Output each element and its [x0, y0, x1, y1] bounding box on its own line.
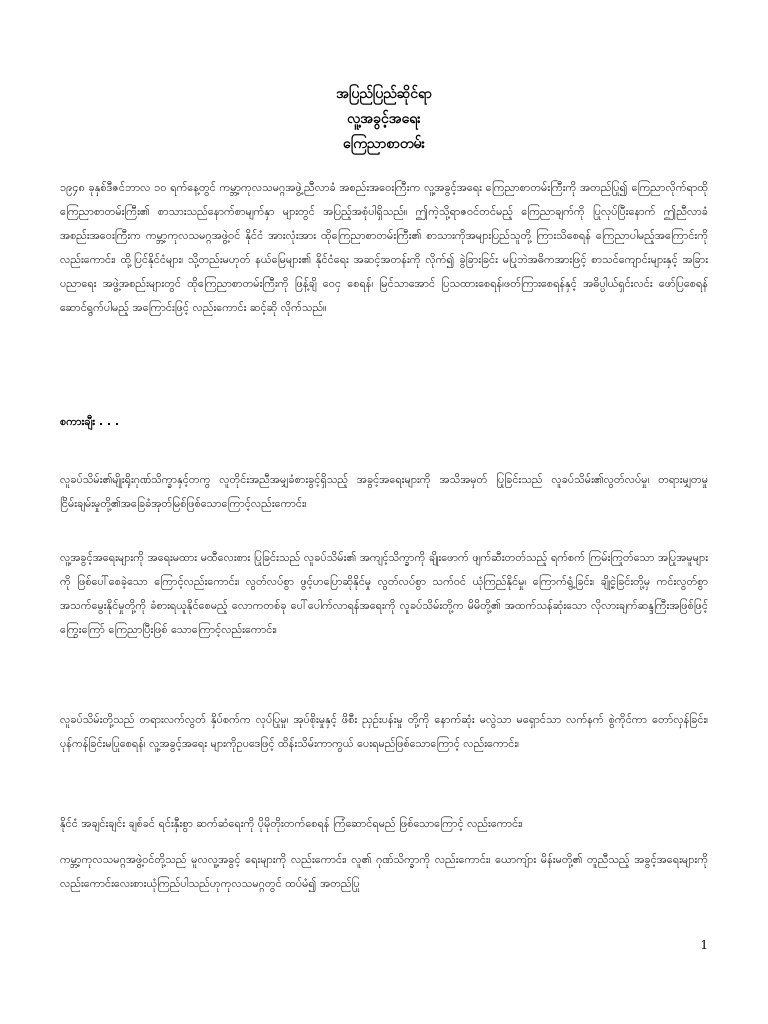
paragraph-preamble-heading: စကားချီး . . .: [60, 415, 120, 428]
page-number: 1: [700, 938, 708, 952]
title-line-1: အပြည်ပြည်ဆိုင်ရာ: [336, 86, 432, 102]
document-title: [0, 82, 768, 157]
paragraph-preamble-3: လူခပ်သိမ်းတို့သည် တရားလက်လွတ် နှိပ်စက်က လုပ်ပြုမှု၊ အုပ်စိုးမှုနှင့် ဖိစီး ညှဉ်းပန်းမှု တို့ကို နောက်ဆုံး မလွဲသာ မရှောင်သာ လက်နက် စွဲကိုင်ကာ တော်လှန်ခြင်း၊ ပုန်ကန်ခြင်းမပြုစေရန်၊ လူ့အခွင့်အရေး များကိုဥပဒေဖြင့် ထိန်းသိမ်းကာကွယ် ပေးရမည်ဖြစ်သောကြောင့် လည်းကောင်း၊: [60, 713, 708, 750]
paragraph-preamble-2: လူ့အခွင့်အရေးများကို အရေးမထား မထီလေးစား ပြုခြင်းသည် လူခပ်သိမ်း၏ အကျင့်သိက္ခာကို ချိုးဖောက် ဖျက်ဆီးတတ်သည့် ရက်စက် ကြမ်းကြုတ်သော အပြုအမူများကို ဖြစ်ပေါ်စေခဲ့သော ကြောင့်လည်းကောင်း၊ လွတ်လပ်စွာ ဖွင့်ဟပြောဆိုနိုင်မှု လွတ်လပ်စွာ သက်ဝင် ယုံကြည်နိုင်မှု၊ ကြောက်ရွံ့ခြင်း၊ ချို့ငဲ့ခြင်းတို့မှ ကင်းလွတ်စွာ အသက်မွေးနိုင်မှုတို့ကို ခံစားရယူနိုင်စေမည့် လောကတစ်ခု ပေါ်ပေါက်လာရန်အရေးကို လူခပ်သိမ်းတို့က မိမိတို့၏ အထက်သန်ဆုံးသော လိုလားချက်ဆန္ဒကြီးအဖြစ်ဖြင့် ကြွေးကြော် ကြေညာပြီးဖြစ် သောကြောင့်လည်းကောင်း၊: [60, 551, 708, 636]
paragraph-intro: ၁၉၄၈ ခုနှစ်ဒီဇင်ဘာလ ၁၀ ရက်နေ့တွင် ကမ္ဘာ့ကုလသမဂ္ဂအဖွဲ့ညီလာခံ အစည်းအဝေးကြီးက လူ့အခွင့်အရေး ကြေညာစာတမ်းကြီးကို အတည်ပြု၍ ကြေညာလိုက်ရာထိုကြေညာစာတမ်းကြီး၏ စာသားသည်နောက်စာမျက်နှာ များတွင် အပြည့်အစုံပါရှိသည်။ ဤကဲ့သို့ရာဇဝင်တင်မည့် ကြေညာချက်ကို ပြုလုပ်ပြီးနောက် ဤညီလာခံအစည်းအဝေးကြီးက ကမ္ဘာ့ကုလသမဂ္ဂအဖွဲ့ဝင် နိုင်ငံ အားလုံးအား ထိုကြေညာစာတမ်းကြီး၏ စာသားကိုအများပြည်သူတို့ ကြားသိစေရန် ကြေညာပါမည့်အကြောင်းကိုလည်းကောင်း၊ ထို့ပြင်နိုင်ငံများ၊ သို့တည်းမဟုတ် နယ်မြေများ၏ နိုင်ငံရေး အဆင့်အတန်းကို လိုက်၍ ခွဲခြားခြင်း မပြုဘဲအဓိကအားဖြင့် စာသင်ကျောင်းများနှင့် အခြားပညာရေး အဖွဲ့အစည်းများတွင် ထိုကြေညာစာတမ်းကြီးကို ဖြန့်ချိ ဝေငှ စေရန်၊ မြင်သာအောင် ပြသထားစေရန်၊ဖတ်ကြားစေရန်နှင့် အဓိပ္ပါယ်ရှင်းလင်း ဖော်ပြစေရန် ဆောင်ရွက်ပါမည့် အကြောင်းဖြင့် လည်းကောင်း ဆင့်ဆို လိုက်သည်။: [60, 181, 708, 314]
title-line-2: လူ့အခွင့်အရေး: [347, 111, 421, 127]
paragraph-preamble-5: ကမ္ဘာ့ကုလသမဂ္ဂအဖွဲ့ဝင်တို့သည် မူလလူ့အခွင့် ရေးများကို လည်းကောင်း၊ လူ၏ ဂုဏ်သိက္ခာကို လည်းကောင်း၊ ယောကျ်ား မိန်းမတို့၏ တူညီသည့် အခွင့်အရေးများကိုလည်းကောင်းလေးစားယုံကြည်ပါသည်ဟုကုလသမဂ္ဂတွင် ထပ်မံ၍ အတည်ပြု: [60, 853, 708, 890]
paragraph-preamble-1: လူခပ်သိမ်း၏မျိုးရိုးဂုဏ်သိက္ခာနှင့်တကွ လူတိုင်းအညီအမျှခံစားခွင့်ရှိသည့် အခွင့်အရေးများကို အသိအမှတ် ပြုခြင်းသည် လူခပ်သိမ်း၏လွတ်လပ်မှု၊ တရားမျှတမှုငြိမ်းချမ်းမှုတို့၏အခြေခံအုတ်မြစ်ဖြစ်သောကြောင့်လည်းကောင်း၊: [60, 473, 708, 510]
paragraph-preamble-4: နိုင်ငံ အချင်းချင်း ချစ်ခင် ရင်းနှီးစွာ ဆက်ဆံရေးကို ပိုမိုတိုးတက်စေရန် ကြံဆောင်ရမည် ဖြစ်သောကြောင့် လည်းကောင်း၊: [60, 817, 523, 830]
title-line-3: ကြေညာစာတမ်း: [342, 136, 426, 152]
